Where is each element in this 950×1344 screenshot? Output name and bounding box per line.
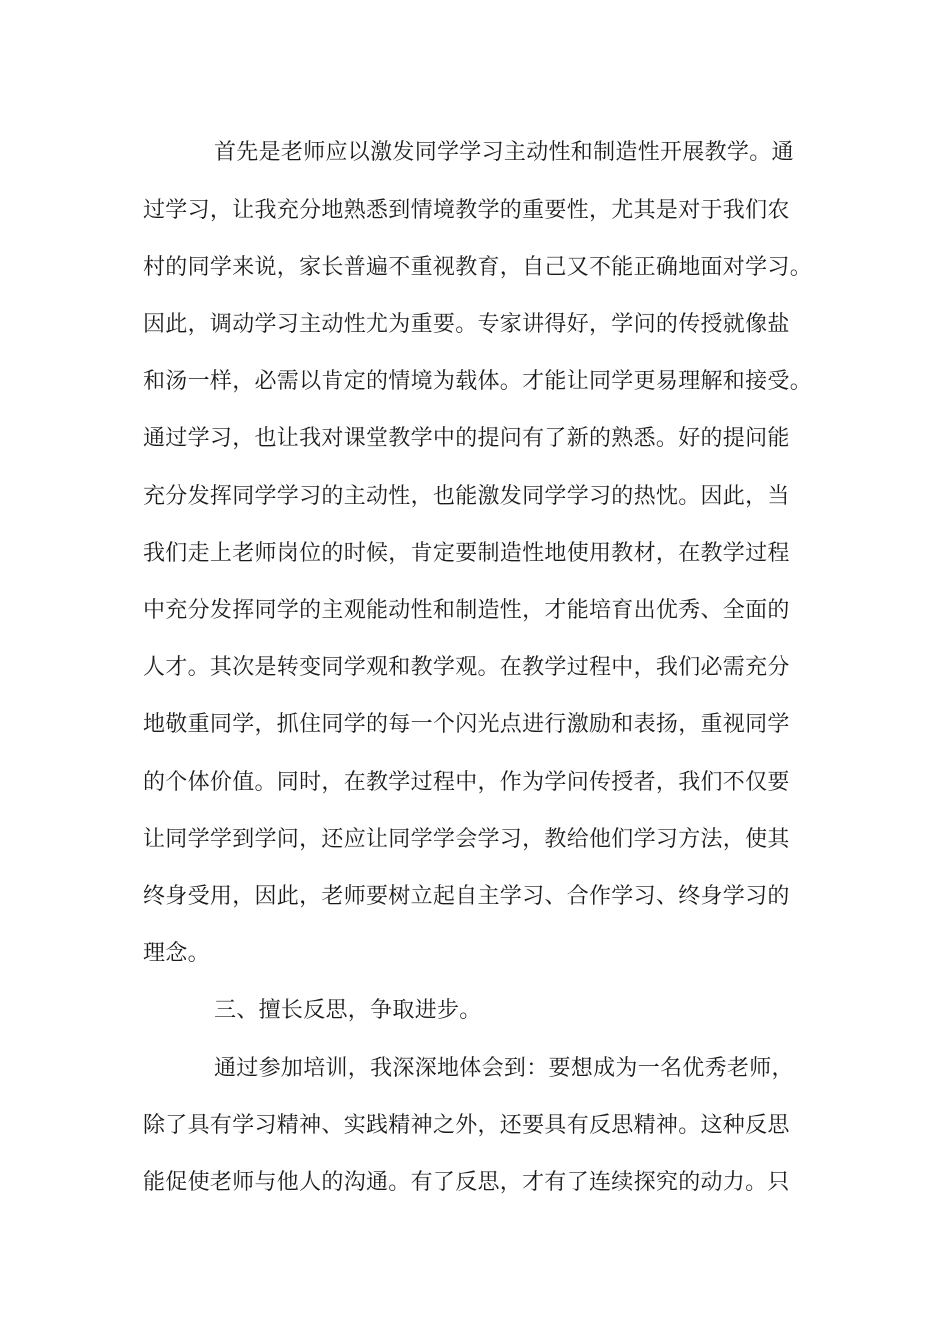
paragraph-line: 终身受用，因此，老师要树立起自主学习、合作学习、终身学习的 [143,884,790,909]
paragraph-line: 地敬重同学，抓住同学的每一个闪光点进行激励和表扬，重视同学 [143,712,790,737]
paragraph-line: 我们走上老师岗位的时候，肯定要制造性地使用教材，在教学过程 [143,541,790,566]
paragraph-line: 除了具有学习精神、实践精神之外，还要具有反思精神。这种反思 [143,1113,790,1138]
paragraph-line: 通过参加培训，我深深地体会到：要想成为一名优秀老师， [214,1056,794,1081]
paragraph-line: 让同学学到学问，还应让同学学会学习，教给他们学习方法，使其 [143,827,790,852]
paragraph-line: 人才。其次是转变同学观和教学观。在教学过程中，我们必需充分 [143,655,790,680]
paragraph-line: 理念。 [143,941,210,966]
paragraph-line: 村的同学来说，家长普遍不重视教育，自己又不能正确地面对学习。 [143,255,813,280]
paragraph-line: 中充分发挥同学的主观能动性和制造性，才能培育出优秀、全面的 [143,598,790,623]
paragraph-line: 的个体价值。同时，在教学过程中，作为学问传授者，我们不仅要 [143,770,790,795]
paragraph-line: 过学习，让我充分地熟悉到情境教学的重要性，尤其是对于我们农 [143,198,790,223]
section-heading: 三、擅长反思，争取进步。 [214,998,482,1023]
paragraph-line: 因此，调动学习主动性尤为重要。专家讲得好，学问的传授就像盐 [143,312,790,337]
paragraph-line: 首先是老师应以激发同学学习主动性和制造性开展教学。通 [214,140,794,165]
paragraph-line: 能促使老师与他人的沟通。有了反思，才有了连续探究的动力。只 [143,1170,790,1195]
paragraph-line: 通过学习，也让我对课堂教学中的提问有了新的熟悉。好的提问能 [143,426,790,451]
paragraph-line: 和汤一样，必需以肯定的情境为载体。才能让同学更易理解和接受。 [143,369,813,394]
paragraph-line: 充分发挥同学学习的主动性，也能激发同学学习的热忱。因此，当 [143,484,790,509]
